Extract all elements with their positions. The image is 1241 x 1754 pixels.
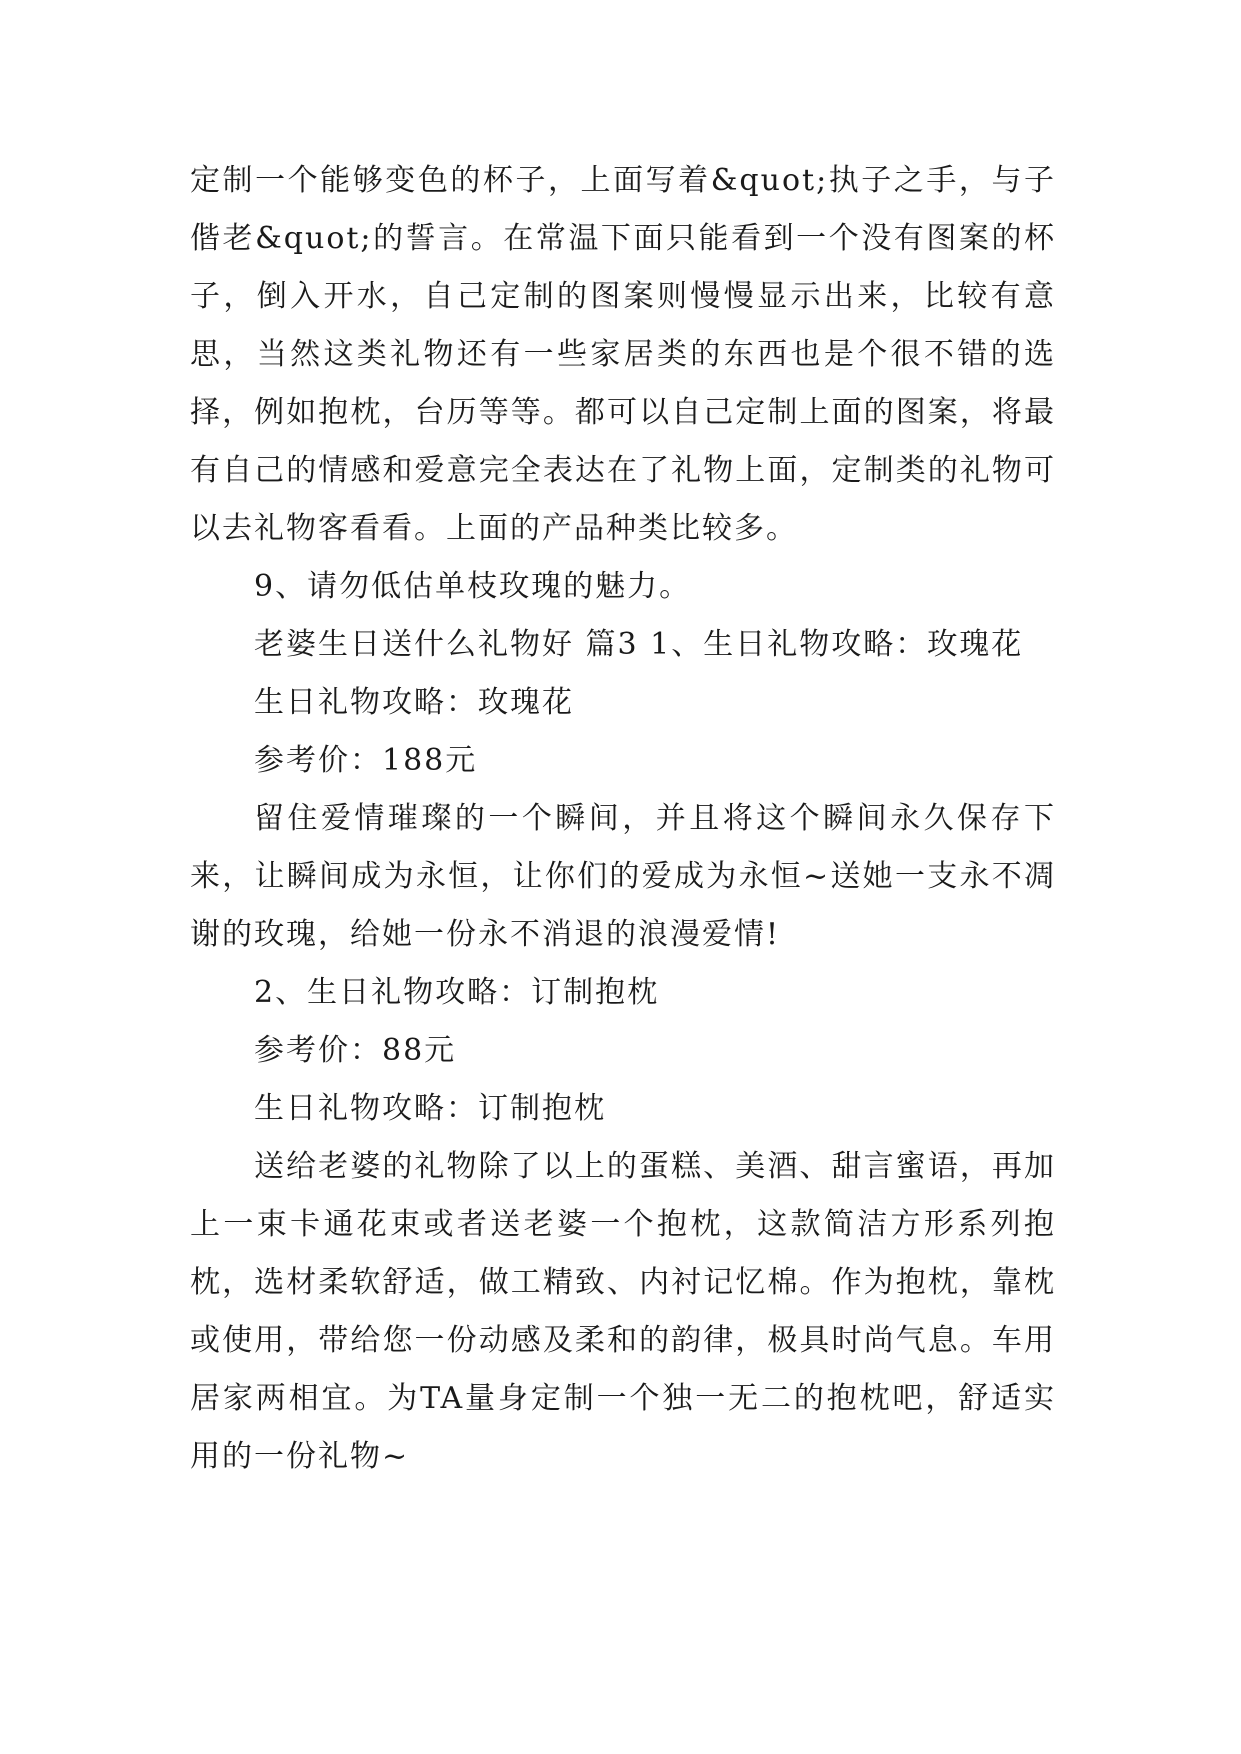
paragraph-rose-guide: 生日礼物攻略：玫瑰花: [254, 685, 574, 720]
paragraph-single-rose: 9、请勿低估单枝玫瑰的魅力。: [254, 569, 692, 604]
paragraph-rose-price: 参考价：188元: [254, 743, 478, 778]
paragraph-pillow-description: 送给老婆的礼物除了以上的蛋糕、美酒、甜言蜜语，再加上一束卡通花束或者送老婆一个抱枕，这款简洁方形系列抱枕，选材柔软舒适，做工精致、内衬记忆棉。作为抱枕，靠枕或使用，带给您一份动感及柔和的韵律，极具时尚气息。车用居家两相宜。为TA量身定制一个独一无二的抱枕吧，舒适实用的一份礼物~: [190, 1149, 1056, 1474]
paragraph-rose-description: 留住爱情璀璨的一个瞬间，并且将这个瞬间永久保存下来，让瞬间成为永恒，让你们的爱成为永恒~送她一支永不凋谢的玫瑰，给她一份永不消退的浪漫爱情!: [190, 801, 1056, 952]
paragraph-section-3-heading: 老婆生日送什么礼物好 篇3 1、生日礼物攻略：玫瑰花: [254, 627, 1024, 662]
paragraph-pillow-guide: 生日礼物攻略：订制抱枕: [254, 1091, 606, 1126]
paragraph-pillow-price: 参考价：88元: [254, 1033, 457, 1068]
paragraph-custom-cup: 定制一个能够变色的杯子，上面写着&quot;执子之手，与子偕老&quot;的誓言。在常温下面只能看到一个没有图案的杯子，倒入开水，自己定制的图案则慢慢显示出来，比较有意思，当然这类礼物还有一些家居类的东西也是个很不错的选择，例如抱枕，台历等等。都可以自己定制上面的图案，将最有自己的情感和爱意完全表达在了礼物上面，定制类的礼物可以去礼物客看看。上面的产品种类比较多。: [190, 163, 1056, 546]
document-body: [190, 152, 1056, 1486]
paragraph-pillow-heading: 2、生日礼物攻略：订制抱枕: [254, 975, 660, 1010]
